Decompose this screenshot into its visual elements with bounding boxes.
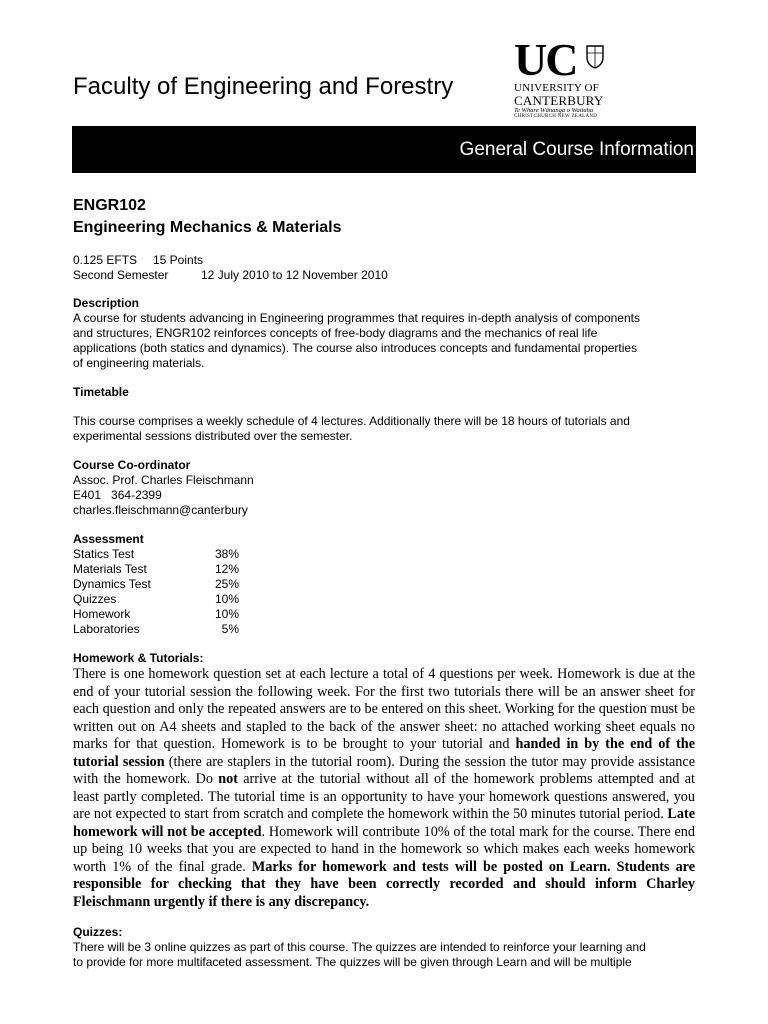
logo-maori-name: Te Whare Wānanga o Waitaha	[514, 107, 594, 114]
university-logo	[514, 34, 606, 120]
logo-letters: UC	[514, 34, 577, 85]
assessment-pct: 5%	[221, 622, 239, 636]
coordinator-room: E401	[73, 488, 102, 502]
quizzes-line: to provide for more multifaceted assessment. The quizzes will be given through Learn and will be multiple	[73, 955, 632, 969]
homework-paragraph	[73, 666, 695, 911]
description-line: of engineering materials.	[73, 356, 205, 370]
homework-emphasis: handed in by the end of the tutorial session	[73, 736, 695, 770]
assessment-name: Materials Test	[73, 562, 147, 576]
homework-text: (there are staplers in the tutorial room). During the session the tutor may provide assistance with the homework. Do	[73, 753, 695, 787]
course-title: Engineering Mechanics & Materials	[73, 219, 342, 236]
homework-emphasis: Late homework will not be accepted	[73, 806, 695, 840]
logo-line-2: CANTERBURY	[514, 93, 604, 108]
timetable-line: This course comprises a weekly schedule of 4 lectures. Additionally there will be 18 hours of tutorials and	[73, 414, 630, 428]
assessment-row	[73, 562, 695, 577]
homework-text: arrive at the tutorial without all of the homework problems attempted and at least partly completed. The tutorial time is an opportunity to have your homework questions answered, you are not expected to start from scratch and complete the homework within the 50 minutes tutorial period.	[73, 771, 696, 822]
course-points: 15 Points	[153, 253, 204, 267]
description-line: A course for students advancing in Engineering programmes that requires in-depth analysis of components	[73, 311, 640, 325]
coordinator-heading: Course Co-ordinator	[73, 458, 191, 472]
header-banner	[72, 126, 696, 173]
assessment-row	[73, 622, 695, 637]
course-code: ENGR102	[73, 197, 146, 214]
assessment-pct: 10%	[214, 592, 239, 606]
coordinator-email[interactable]: charles.fleischmann@canterbury	[73, 503, 248, 517]
semester-dates: 12 July 2010 to 12 November 2010	[201, 268, 388, 282]
course-credits	[73, 253, 695, 268]
homework-emphasis: not	[218, 771, 238, 787]
assessment-row	[73, 547, 695, 562]
assessment-row	[73, 577, 695, 592]
quizzes-heading: Quizzes:	[73, 925, 123, 939]
semester-label: Second Semester	[73, 268, 169, 282]
homework-text: . Homework will contribute 10% of the total mark for the course. There end up being 10 weeks that you are expected to hand in the homework so which makes each weeks homework worth 1% of the final grade.	[73, 823, 695, 875]
faculty-title: Faculty of Engineering and Forestry	[73, 73, 454, 100]
document-body	[73, 195, 695, 970]
coordinator-phone: 364-2399	[111, 488, 162, 502]
course-efts: 0.125 EFTS	[73, 253, 138, 267]
assessment-name: Statics Test	[73, 547, 135, 561]
timetable-heading: Timetable	[73, 385, 129, 399]
assessment-pct: 12%	[214, 562, 239, 576]
logo-city: CHRISTCHURCH NEW ZEALAND	[514, 114, 598, 119]
assessment-pct: 10%	[214, 607, 239, 621]
crest-icon	[586, 45, 604, 69]
homework-emphasis: Marks for homework and tests will be posted on Learn. Students are responsible for checking that they have been correctly recorded and should inform Charley Fleischmann urgently if there is any discrepancy.	[73, 858, 696, 910]
description-line: and structures, ENGR102 reinforces concepts of free-body diagrams and the mechanics of real life	[73, 326, 598, 340]
coordinator-name: Assoc. Prof. Charles Fleischmann	[73, 473, 254, 487]
assessment-row	[73, 607, 695, 622]
homework-heading: Homework & Tutorials:	[73, 651, 204, 665]
assessment-pct: 38%	[214, 547, 239, 561]
assessment-name: Quizzes	[73, 592, 117, 606]
assessment-row	[73, 592, 695, 607]
description-line: applications (both statics and dynamics). The course also introduces concepts and fundamental properties	[73, 341, 638, 355]
description-heading: Description	[73, 296, 140, 310]
assessment-pct: 25%	[214, 577, 239, 591]
assessment-name: Homework	[73, 607, 131, 621]
assessment-name: Laboratories	[73, 622, 140, 636]
homework-text: There is one homework question set at each lecture a total of 4 questions per week. Homework is due at the end of your tutorial session the following week. For the first two tutorials there will be an answer sheet for each question and only the repeated answers are to be entered on this sheet. Working for the question must be written out on A4 sheets and stapled to the back of the answer sheet: no attached working sheet equals no marks for that question. Homework is to be brought to your tutorial and	[73, 666, 695, 752]
quizzes-line: There will be 3 online quizzes as part of this course. The quizzes are intended to reinforce your learning and	[73, 940, 646, 954]
timetable-line: experimental sessions distributed over the semester.	[73, 429, 353, 443]
coordinator-contact	[73, 488, 695, 503]
logo-line-1: UNIVERSITY OF	[514, 82, 599, 94]
assessment-name: Dynamics Test	[73, 577, 151, 591]
assessment-heading: Assessment	[73, 532, 144, 546]
banner-title: General Course Information	[459, 139, 694, 160]
course-semester	[73, 268, 695, 283]
